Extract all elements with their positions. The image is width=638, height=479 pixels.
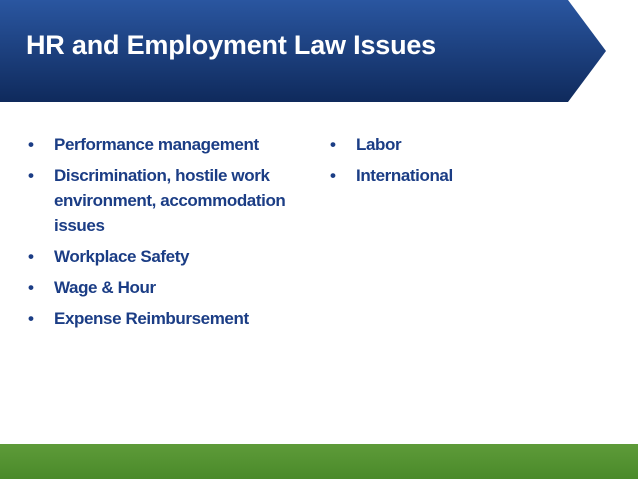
list-item-text: International: [356, 166, 453, 185]
list-item-text: Labor: [356, 135, 402, 154]
list-item: [328, 132, 608, 157]
list-item-text: Discrimination, hostile work environment, accommodation issues: [54, 166, 286, 235]
footer-bar: [0, 444, 638, 479]
list-item-text: Workplace Safety: [54, 247, 190, 266]
list-item: [26, 132, 306, 157]
bullet-icon: •: [28, 309, 34, 328]
list-item-text: Wage & Hour: [54, 278, 156, 297]
bullet-icon: •: [28, 278, 34, 297]
list-item-text: Performance management: [54, 135, 259, 154]
bullet-icon: •: [330, 135, 336, 154]
bullet-icon: •: [28, 135, 34, 154]
left-bullet-list: [26, 132, 306, 337]
list-item: [328, 163, 608, 188]
title-banner: [0, 0, 638, 104]
right-bullet-list: [328, 132, 608, 194]
list-item: [26, 244, 306, 269]
bullet-icon: •: [28, 166, 34, 185]
list-item: [26, 163, 306, 238]
list-item: [26, 275, 306, 300]
bullet-icon: •: [28, 247, 34, 266]
list-item: [26, 306, 306, 331]
bullet-icon: •: [330, 166, 336, 185]
slide-title: HR and Employment Law Issues: [26, 30, 436, 60]
list-item-text: Expense Reimbursement: [54, 309, 249, 328]
